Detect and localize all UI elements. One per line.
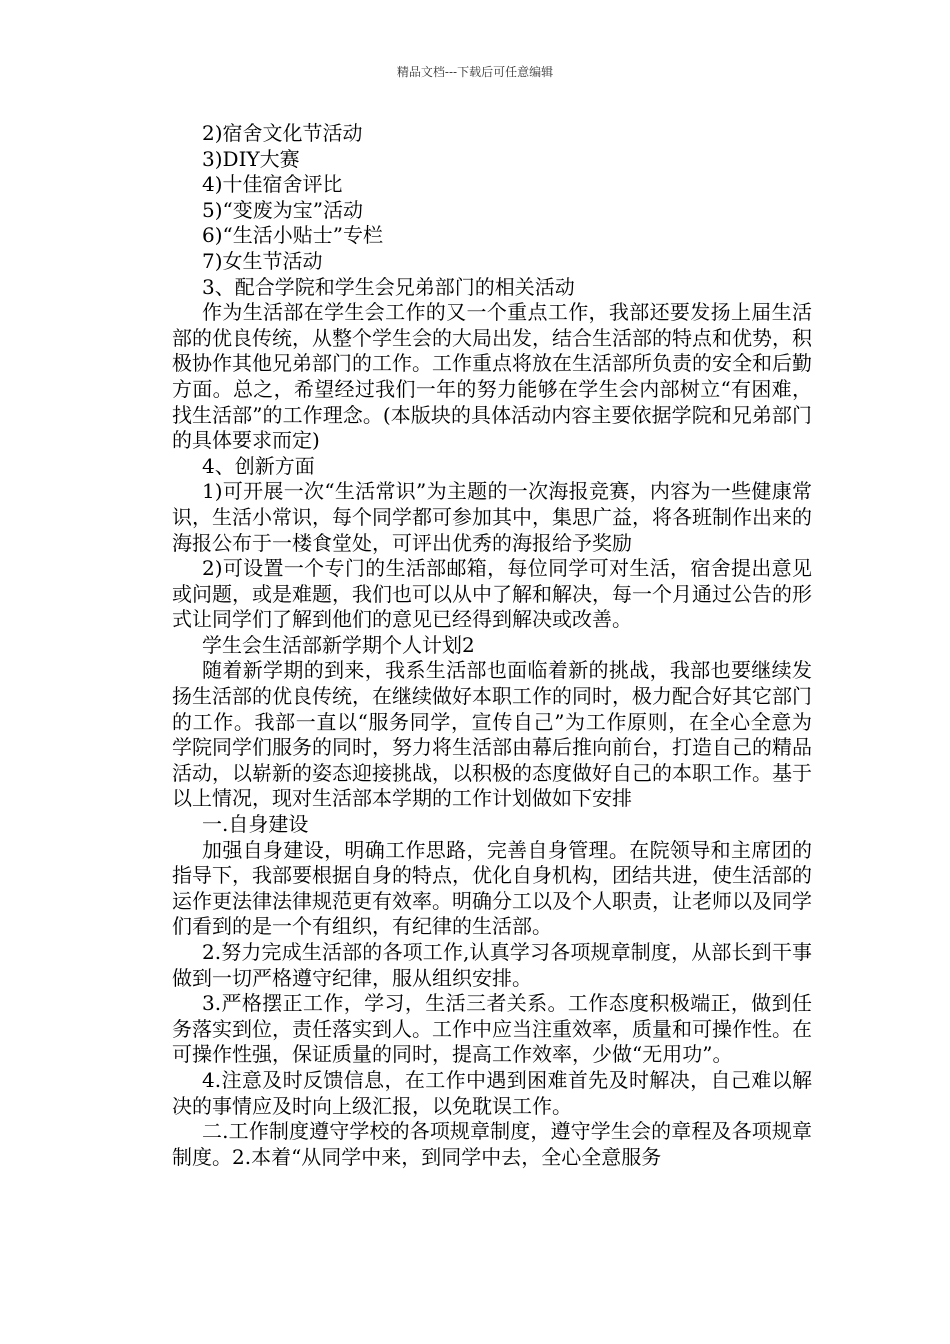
paragraph: 随着新学期的到来，我系生活部也面临着新的挑战，我部也要继续发扬生活部的优良传统，在继续做好本职工作的同时，极力配合好其它部门的工作。我部一直以“服务同学，宣传自己”为工作原则，在全心全意为学院同学们服务的同时，努力将生活部由幕后推向前台，打造自己的精品活动，以崭新的姿态迎接挑战，以积极的态度做好自己的本职工作。基于以上情况，现对生活部本学期的工作计划做如下安排 [172,658,812,811]
paragraph: 2)可设置一个专门的生活部邮箱，每位同学可对生活，宿舍提出意见或问题，或是难题，我们也可以从中了解和解决，每一个月通过公告的形式让同学们了解到他们的意见已经得到解决或改善。 [172,556,812,632]
paragraph: 4.注意及时反馈信息，在工作中遇到困难首先及时解决，自己难以解决的事情应及时向上级汇报，以免耽误工作。 [172,1067,812,1118]
paragraph: 3.严格摆正工作，学习，生活三者关系。工作态度积极端正，做到任务落实到位，责任落实到人。工作中应当注重效率，质量和可操作性。在可操作性强，保证质量的同时，提高工作效率，少做“无用功”。 [172,991,812,1067]
list-item: 5)“变废为宝”活动 [202,197,363,222]
paragraph: 2.努力完成生活部的各项工作,认真学习各项规章制度，从部长到干事做到一切严格遵守纪律，服从组织安排。 [172,940,812,990]
list-item: 3)DIY大赛 [202,146,300,171]
section-title: 学生会生活部新学期个人计划2 [202,632,475,657]
paragraph: 加强自身建设，明确工作思路，完善自身管理。在院领导和主席团的指导下，我部要根据自身的特点，优化自身机构，团结共进，使生活部的运作更法律法律规范更有效率。明确分工以及个人职责，让老师以及同学们看到的是一个有组织，有纪律的生活部。 [172,837,812,939]
list-item: 7)女生节活动 [202,248,323,273]
document-body [172,121,812,1170]
paragraph: 作为生活部在学生会工作的又一个重点工作，我部还要发扬上届生活部的优良传统，从整个学生会的大局出发，结合生活部的特点和优势，积极协作其他兄弟部门的工作。工作重点将放在生活部所负责的安全和后勤方面。总之，希望经过我们一年的努力能够在学生会内部树立“有困难，找生活部”的工作理念。(本版块的具体活动内容主要依据学院和兄弟部门的具体要求而定) [172,300,812,453]
section-heading: 4、创新方面 [202,453,315,478]
list-item: 4)十佳宿舍评比 [202,172,343,197]
page-header: 精品文档---下载后可任意编辑 [396,65,554,79]
paragraph: 二.工作制度遵守学校的各项规章制度，遵守学生会的章程及各项规章制度。2.本着“从同学中来，到同学中去，全心全意服务 [172,1119,812,1169]
section-heading: 3、配合学院和学生会兄弟部门的相关活动 [202,274,575,299]
list-item: 6)“生活小贴士”专栏 [202,223,383,248]
paragraph: 1)可开展一次“生活常识”为主题的一次海报竞赛，内容为一些健康常识，生活小常识，每个同学都可参加其中，集思广益，将各班制作出来的海报公布于一楼食堂处，可评出优秀的海报给予奖励 [172,479,812,555]
list-item: 2)宿舍文化节活动 [202,121,363,145]
section-heading: 一.自身建设 [202,812,309,837]
